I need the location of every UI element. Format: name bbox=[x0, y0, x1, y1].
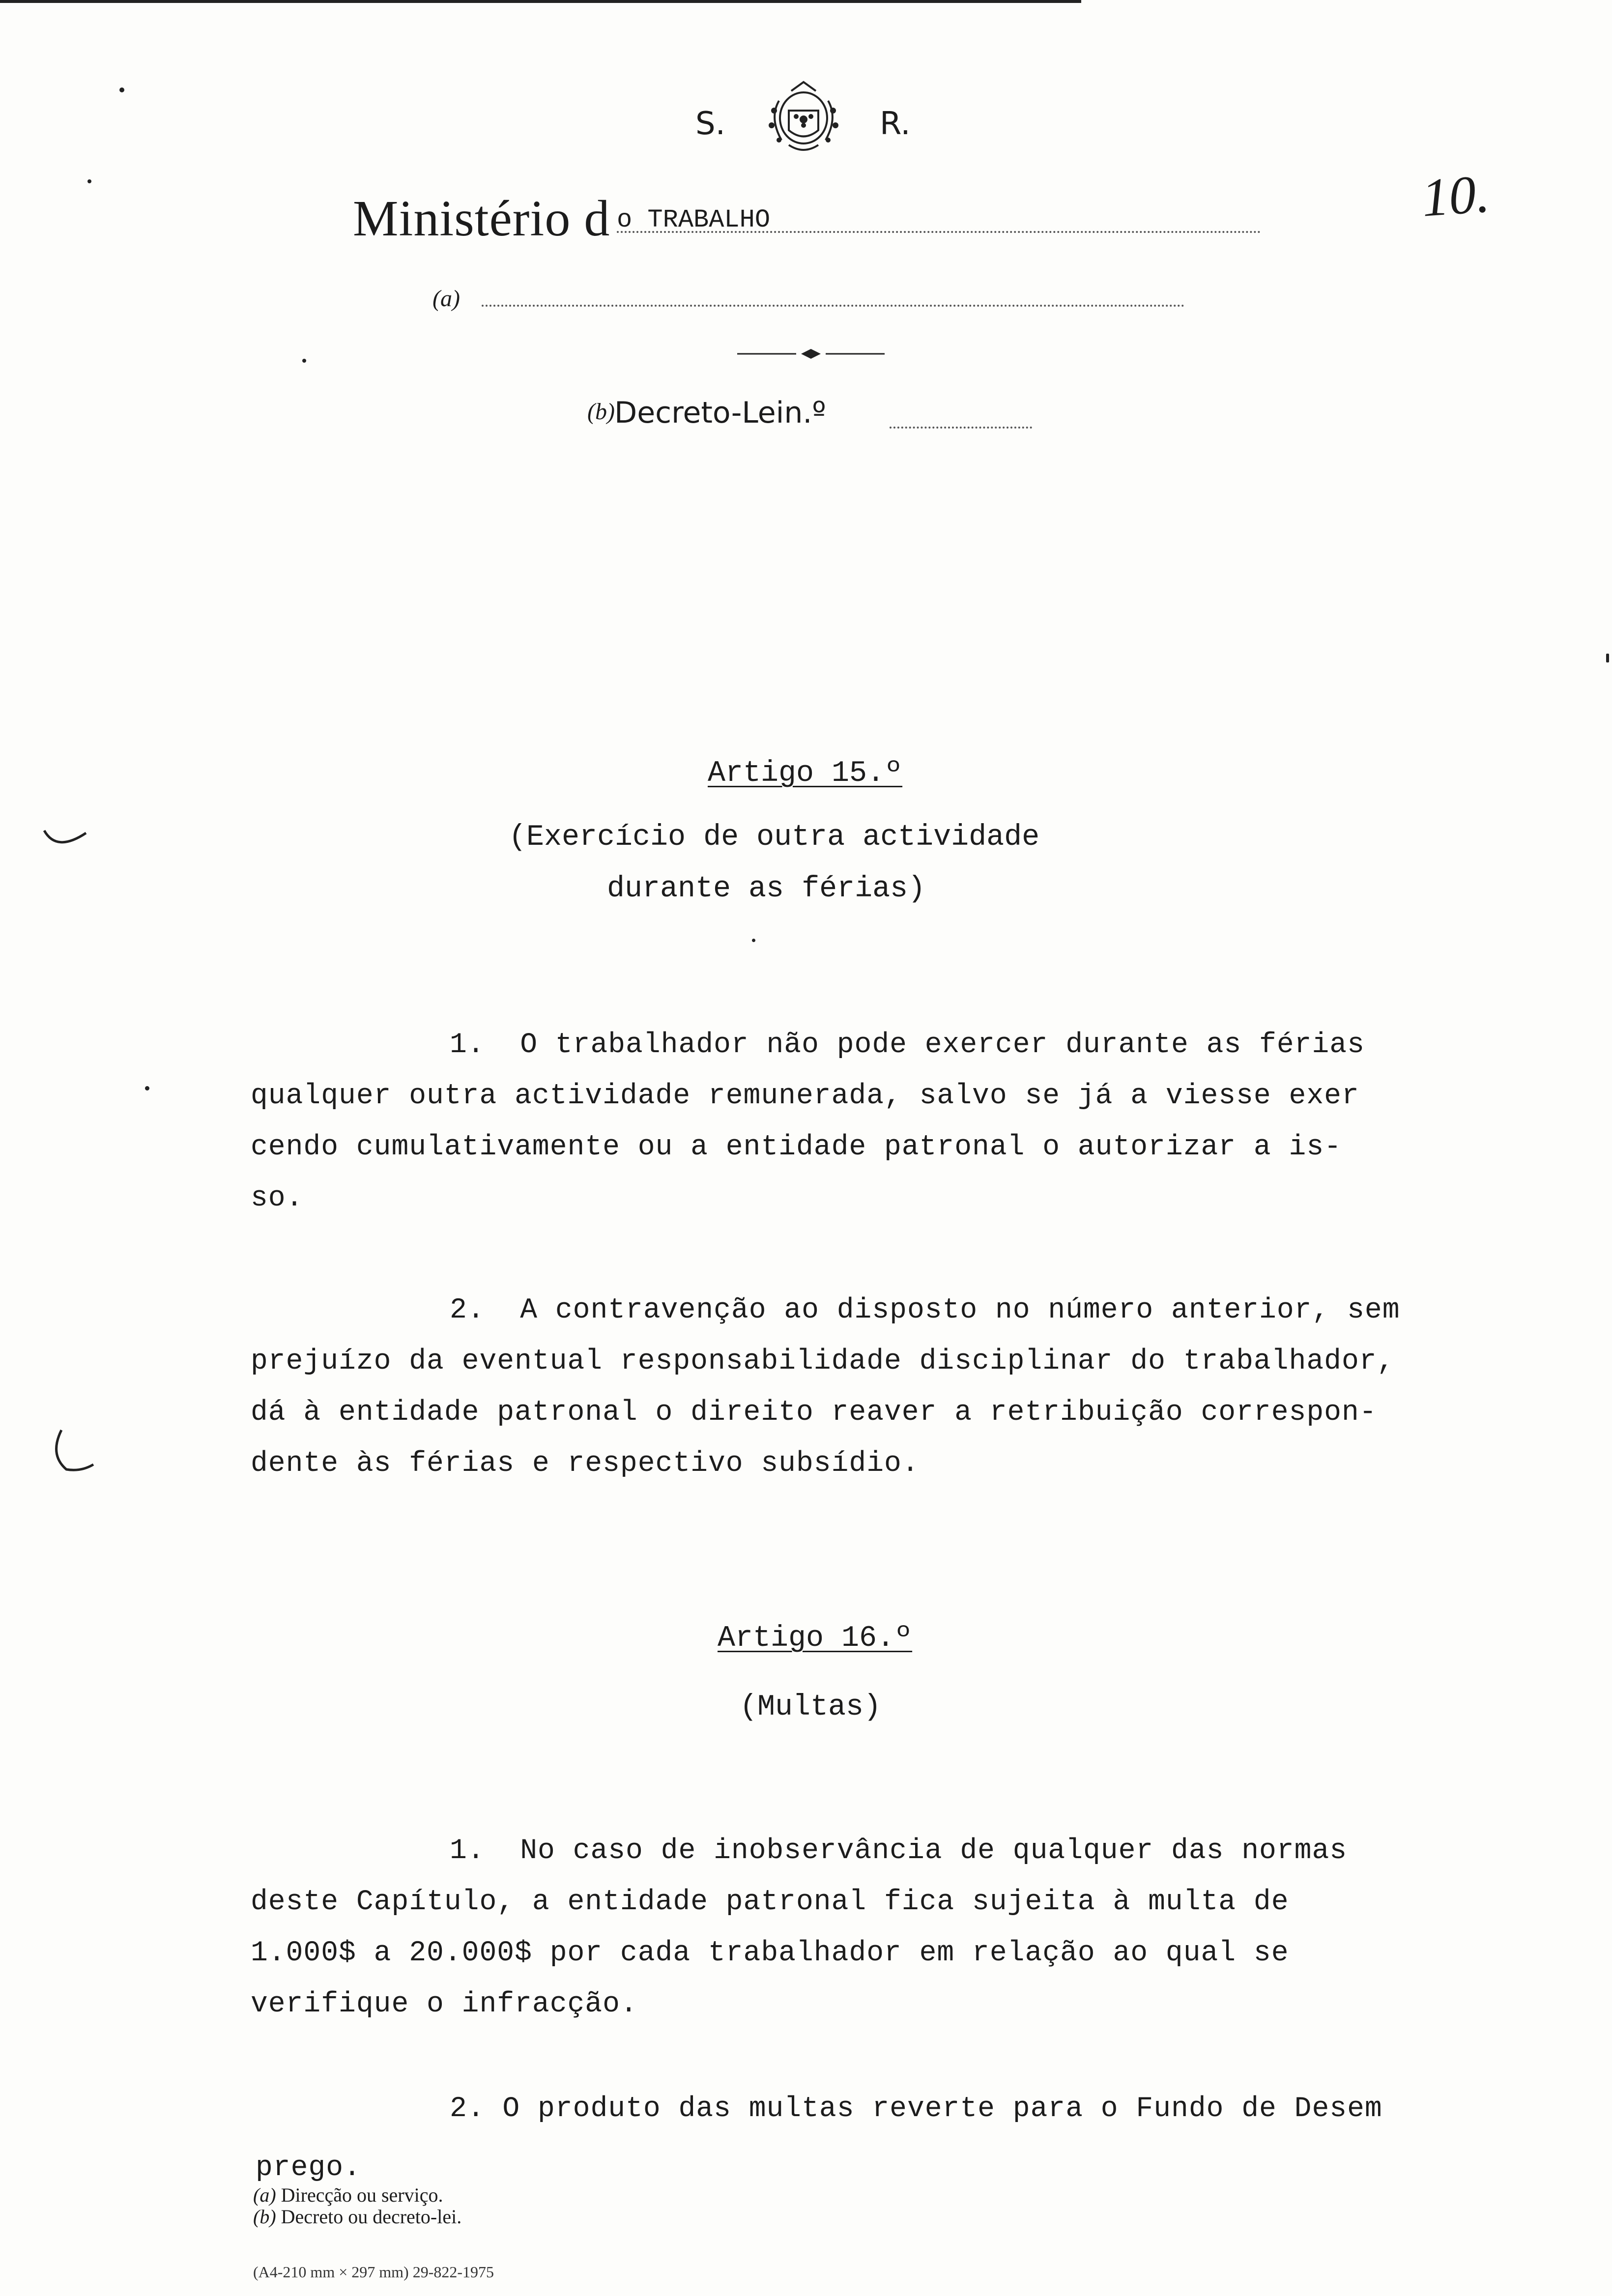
divider-ornament bbox=[737, 346, 885, 361]
scan-speck bbox=[145, 1086, 149, 1091]
footnote-b: (b) Decreto ou decreto-lei. bbox=[253, 2206, 462, 2228]
article-15-subtitle-line1: (Exercício de outra actividade bbox=[509, 821, 1040, 854]
scan-speck bbox=[1606, 654, 1609, 662]
decreto-dotted-line bbox=[890, 427, 1032, 429]
direction-dotted-line bbox=[482, 305, 1184, 307]
paragraph-line: prejuízo da eventual responsabilidade disciplinar do trabalhador, bbox=[251, 1346, 1395, 1378]
paragraph-line: cendo cumulativamente ou a entidade patronal o autorizar a is- bbox=[251, 1131, 1342, 1163]
top-border-line bbox=[0, 0, 1081, 3]
article-16-heading: Artigo 16.º bbox=[718, 1622, 913, 1655]
header-left-letter: S. bbox=[695, 106, 725, 142]
scan-speck bbox=[302, 359, 306, 363]
margin-mark-bracket bbox=[47, 1425, 101, 1474]
ministry-dotted-line bbox=[617, 231, 1261, 233]
paragraph-line: so. bbox=[251, 1182, 304, 1214]
article-16-paragraph-1 bbox=[251, 1826, 1578, 2030]
paragraph-line: verifique o infracção. bbox=[251, 1988, 638, 2020]
paragraph-line: qualquer outra actividade remunerada, salvo se já a viesse exer bbox=[251, 1080, 1359, 1112]
ministry-title: Ministério d bbox=[353, 190, 610, 247]
coat-of-arms-icon bbox=[759, 76, 848, 160]
margin-mark-check bbox=[42, 826, 91, 855]
scan-speck bbox=[752, 939, 755, 942]
header-right-letter: R. bbox=[880, 106, 911, 142]
paragraph-line: 1. No caso de inobservância de qualquer das normas bbox=[450, 1835, 1348, 1867]
article-16-paragraph-2-line1: 2. O produto das multas reverte para o Fundo de Desem bbox=[450, 2093, 1382, 2125]
article-15-paragraph-2 bbox=[251, 1285, 1578, 1490]
article-16-paragraph-2-line2: prego. bbox=[256, 2152, 361, 2184]
article-15-subtitle-line2: durante as férias) bbox=[607, 872, 926, 906]
scan-speck bbox=[119, 87, 124, 92]
scan-speck bbox=[87, 179, 91, 183]
paragraph-line: 2. A contravenção ao disposto no número anterior, sem bbox=[450, 1294, 1400, 1326]
paragraph-line: 1.000$ a 20.000$ por cada trabalhador em relação ao qual se bbox=[251, 1937, 1289, 1969]
paragraph-line: dá à entidade patronal o direito reaver a retribuição correspon- bbox=[251, 1397, 1377, 1429]
label-b: (b) bbox=[587, 399, 615, 425]
footnotes bbox=[253, 2184, 461, 2228]
paragraph-line: dente às férias e respectivo subsídio. bbox=[251, 1448, 920, 1480]
paragraph-line: deste Capítulo, a entidade patronal fica sujeita à multa de bbox=[251, 1886, 1289, 1918]
print-code: (A4-210 mm × 297 mm) 29-822-1975 bbox=[253, 2263, 494, 2281]
page-number: 10. bbox=[1419, 163, 1492, 228]
ministry-name-fill: o TRABALHO bbox=[617, 205, 771, 234]
article-15-paragraph-1 bbox=[251, 1020, 1578, 1224]
label-a: (a) bbox=[432, 286, 460, 312]
article-15-heading: Artigo 15.º bbox=[708, 757, 903, 790]
footnote-a: (a) Direcção ou serviço. bbox=[253, 2184, 443, 2206]
paragraph-line: 1. O trabalhador não pode exercer durante as férias bbox=[450, 1029, 1365, 1061]
article-16-subtitle: (Multas) bbox=[740, 1691, 882, 1724]
decreto-label: Decreto-Lein.º bbox=[614, 396, 826, 430]
